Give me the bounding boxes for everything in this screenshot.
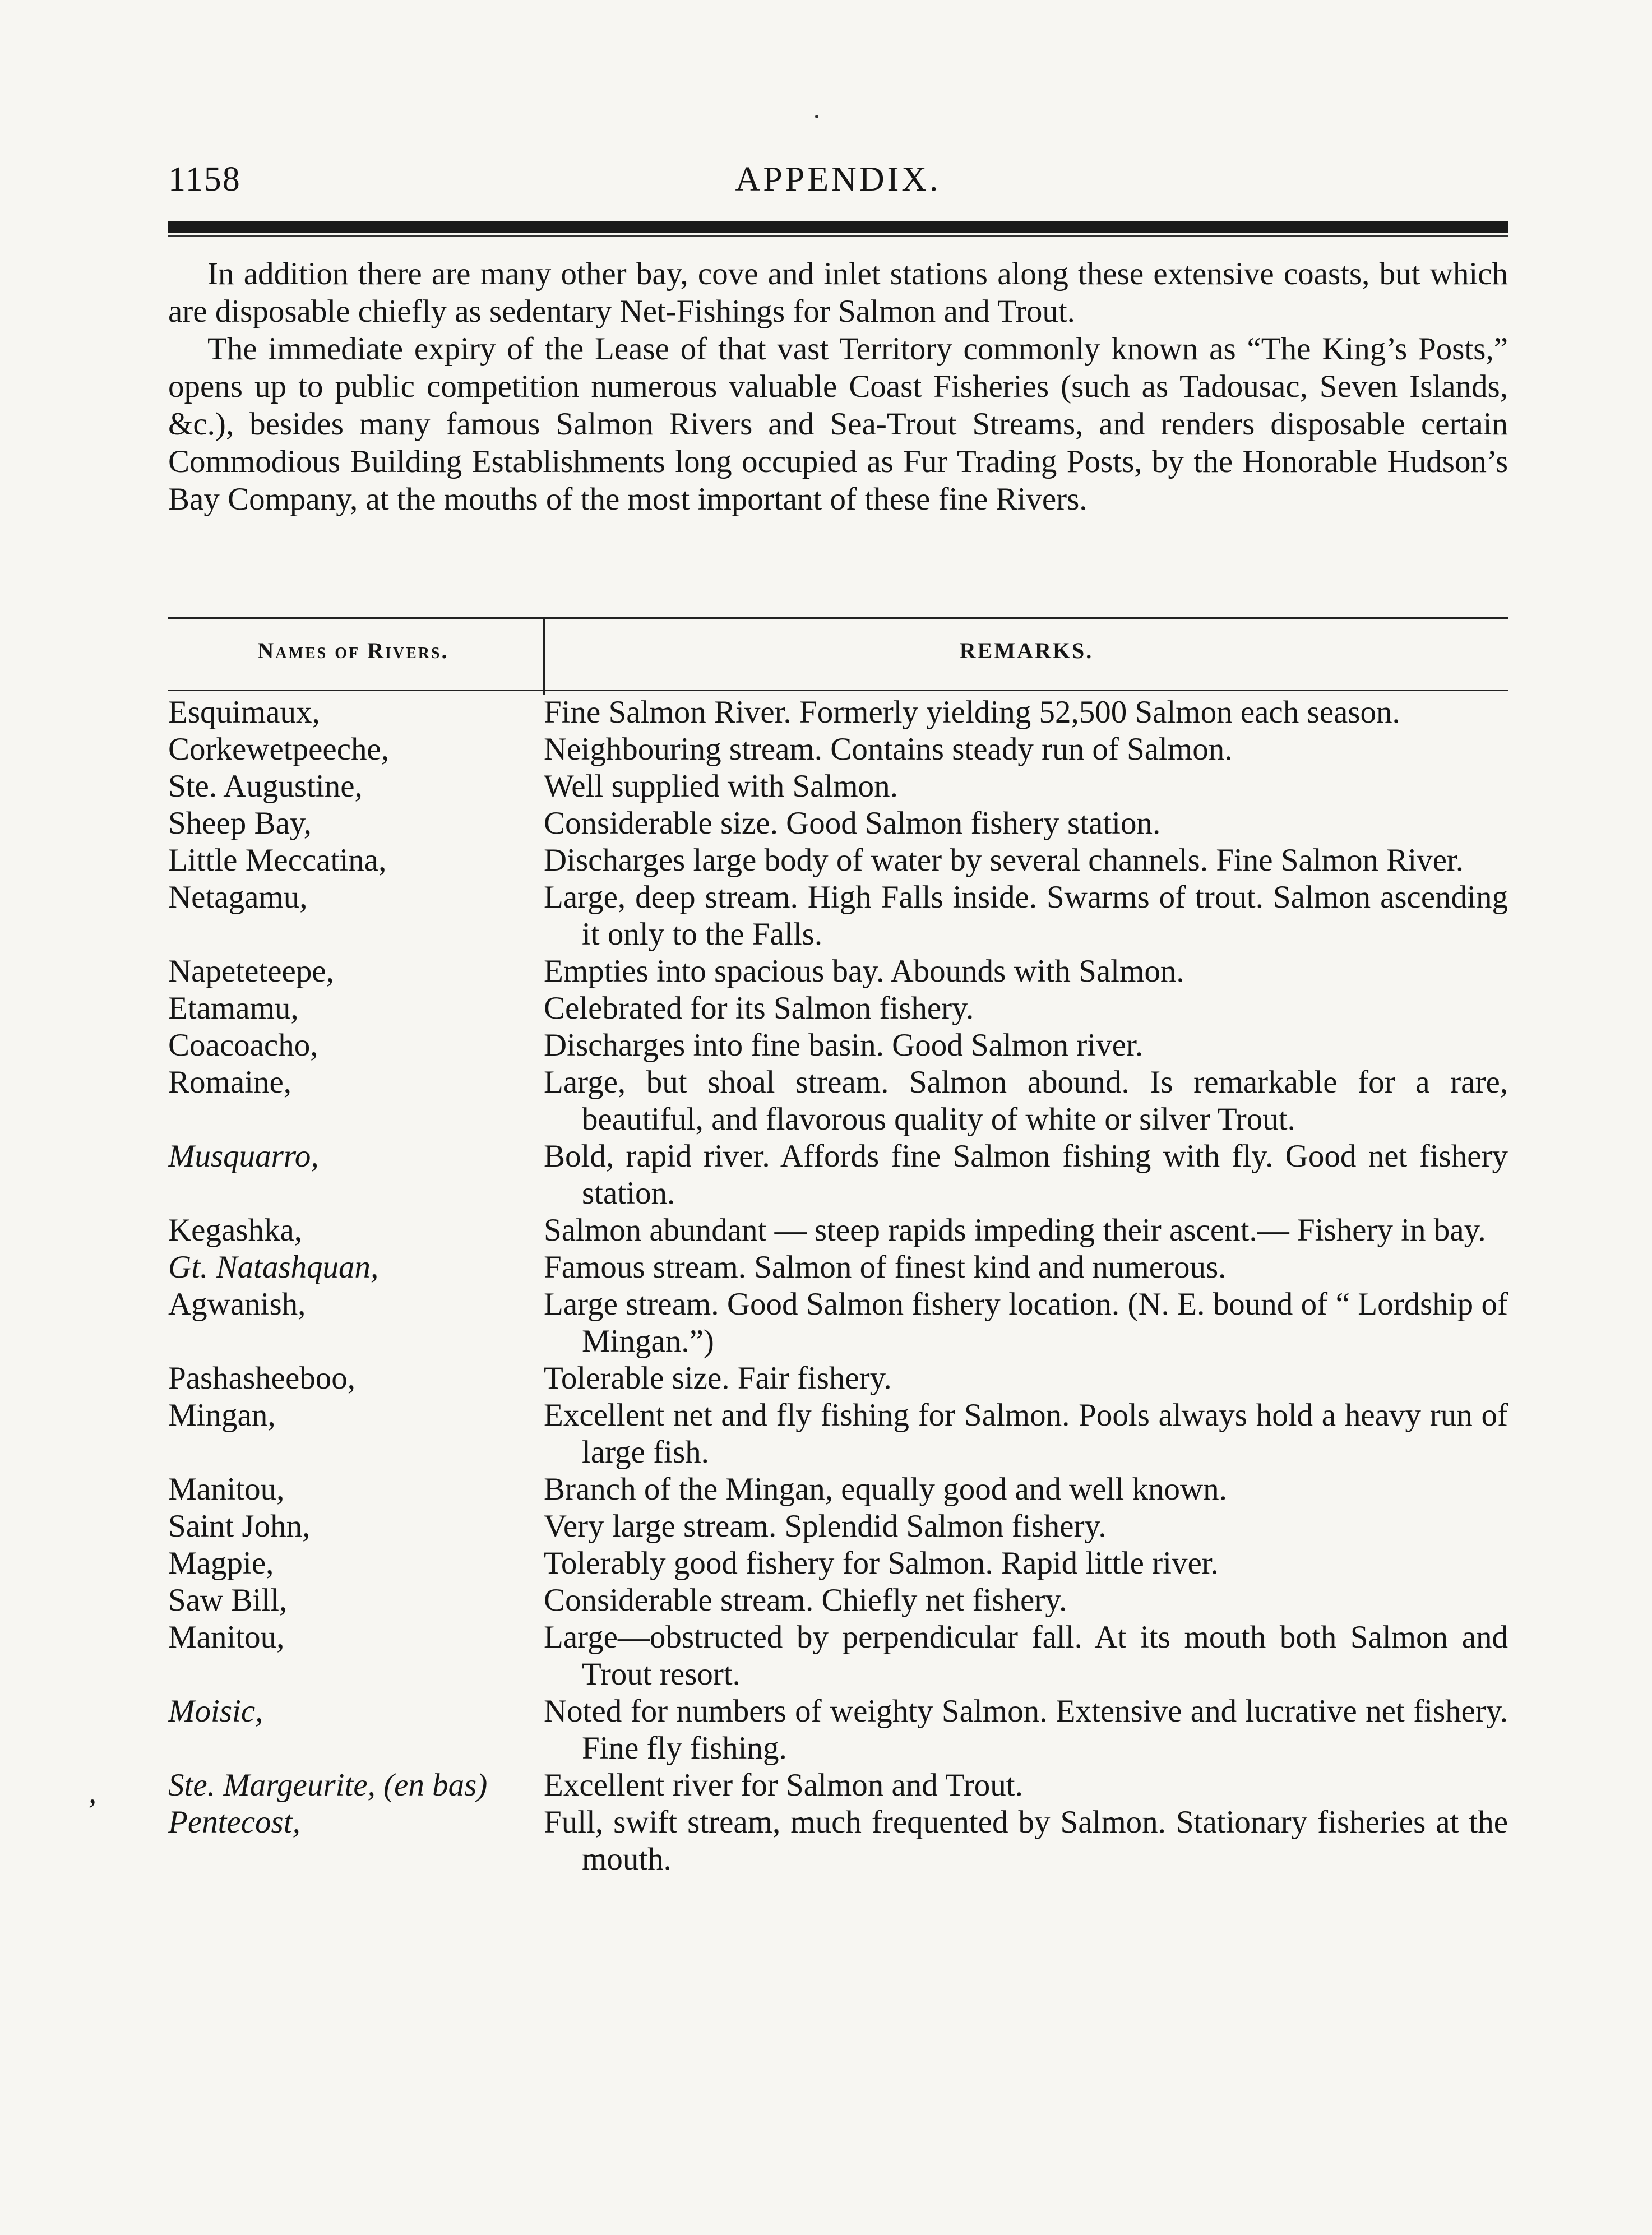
river-remark: Discharges large body of water by several channels. Fine Salmon River. [544,843,1464,878]
river-remark: Full, swift stream, much frequented by Salmon. Stationary fisheries at the mouth. [544,1804,1508,1877]
river-name: Little Meccatina, [168,843,387,878]
table-top-rule [168,617,1508,619]
river-remark: Tolerable size. Fair fishery. [544,1361,892,1396]
table-header-rule [168,690,1508,691]
river-name: Manitou, [168,1472,285,1507]
river-remark: Salmon abundant — steep rapids impeding their ascent.— Fishery in bay. [544,1213,1486,1248]
river-remark: Considerable size. Good Salmon fishery station. [544,806,1161,841]
river-name: Coacoacho, [168,1028,318,1063]
print-speck [815,115,818,118]
river-remark: Branch of the Mingan, equally good and well known. [544,1472,1227,1507]
river-name: Saw Bill, [168,1582,288,1618]
table-row [168,1064,1508,1138]
table-row [168,953,1508,990]
table-row [168,694,1508,731]
river-remark: Famous stream. Salmon of finest kind and numerous. [544,1250,1227,1285]
river-name: Romaine, [168,1065,292,1100]
river-name: Ste. Margeurite, (en bas) [168,1767,488,1803]
table-row [168,1767,1508,1804]
river-name: Esquimaux, [168,695,320,730]
river-name: Pashasheeboo, [168,1361,356,1396]
river-name: Netagamu, [168,880,308,915]
river-remark: Tolerably good fishery for Salmon. Rapid little river. [544,1545,1219,1581]
table-row [168,1545,1508,1582]
river-remark: Discharges into fine basin. Good Salmon river. [544,1028,1144,1063]
river-name: Moisic, [168,1693,263,1729]
table-row [168,1027,1508,1064]
table-row [168,1693,1508,1767]
river-remark: Large, but shoal stream. Salmon abound. Is remarkable for a rare, beautiful, and flavorous quality of white or silver Trout. [544,1065,1508,1137]
river-remark: Bold, rapid river. Affords fine Salmon fishing with fly. Good net fishery station. [544,1139,1508,1211]
intro-paragraph-1: In addition there are many other bay, cove and inlet stations along these extensive coasts, but which are disposable chiefly as sedentary Net-Fishings for Salmon and Trout. [168,256,1508,329]
table-row [168,805,1508,842]
table-row [168,1286,1508,1360]
column-header-names: Names of Rivers. [257,638,449,663]
river-remark: Large stream. Good Salmon fishery location. (N. E. bound of “ Lordship of Mingan.”) [544,1287,1508,1359]
margin-mark: , [89,1775,97,1810]
river-name: Gt. Natashquan, [168,1250,379,1285]
river-remark: Noted for numbers of weighty Salmon. Extensive and lucrative net fishery. Fine fly fishing. [544,1693,1508,1766]
table-row [168,1804,1508,1878]
river-name: Kegashka, [168,1213,302,1248]
river-name: Napeteteepe, [168,954,334,989]
river-remark: Celebrated for its Salmon fishery. [544,991,974,1026]
intro-paragraph-2: The immediate expiry of the Lease of that vast Territory commonly known as “The King’s Posts,” opens up to public competition numerous valuable Coast Fisheries (such as Tadousac, Seven Islands, &c.), besides many famous Salmon Rivers and Sea-Trout Streams, and renders disposable certain Commodious Building Establishments long occupied as Fur Trading Posts, by the Honorable Hudson’s Bay Company, at the mouths of the most important of these fine Rivers. [168,331,1508,517]
river-name: Ste. Augustine, [168,769,363,804]
table-row [168,1212,1508,1249]
river-name: Magpie, [168,1545,274,1581]
river-remark: Very large stream. Splendid Salmon fishery. [544,1508,1107,1544]
table-row [168,990,1508,1027]
river-remark: Excellent net and fly fishing for Salmon. Pools always hold a heavy run of large fish. [544,1398,1508,1470]
table-row [168,1138,1508,1212]
river-name: Etamamu, [168,991,299,1026]
table-row [168,1360,1508,1397]
table-row [168,879,1508,953]
river-name: Manitou, [168,1619,285,1655]
header-rule [168,221,1508,233]
column-header-remarks: REMARKS. [959,638,1094,663]
table-row [168,1582,1508,1619]
table-row [168,768,1508,805]
river-remark: Empties into spacious bay. Abounds with Salmon. [544,954,1184,989]
river-remark: Large—obstructed by perpendicular fall. At its mouth both Salmon and Trout resort. [544,1619,1508,1692]
river-remark: Well supplied with Salmon. [544,769,898,804]
rivers-table [168,694,1508,1878]
header-rule-thin [168,235,1508,237]
river-remark: Excellent river for Salmon and Trout. [544,1767,1023,1803]
table-row [168,1508,1508,1545]
river-name: Sheep Bay, [168,806,312,841]
intro-text [168,255,1508,518]
river-remark: Fine Salmon River. Formerly yielding 52,500 Salmon each season. [544,695,1400,730]
page-number: 1158 [168,160,241,198]
river-remark: Considerable stream. Chiefly net fishery. [544,1582,1067,1618]
river-name: Corkewetpeeche, [168,732,390,767]
running-title: APPENDIX. [735,160,941,198]
table-row [168,1249,1508,1286]
river-remark: Neighbouring stream. Contains steady run of Salmon. [544,732,1233,767]
river-name: Pentecost, [168,1804,300,1840]
table-row [168,731,1508,768]
table-row [168,842,1508,879]
table-row [168,1471,1508,1508]
river-name: Musquarro, [168,1139,319,1174]
page-header [168,160,1508,210]
river-name: Saint John, [168,1508,311,1544]
river-remark: Large, deep stream. High Falls inside. Swarms of trout. Salmon ascending it only to the Falls. [544,880,1508,952]
table-row [168,1619,1508,1693]
river-name: Mingan, [168,1398,276,1433]
river-name: Agwanish, [168,1287,306,1322]
table-row [168,1397,1508,1471]
